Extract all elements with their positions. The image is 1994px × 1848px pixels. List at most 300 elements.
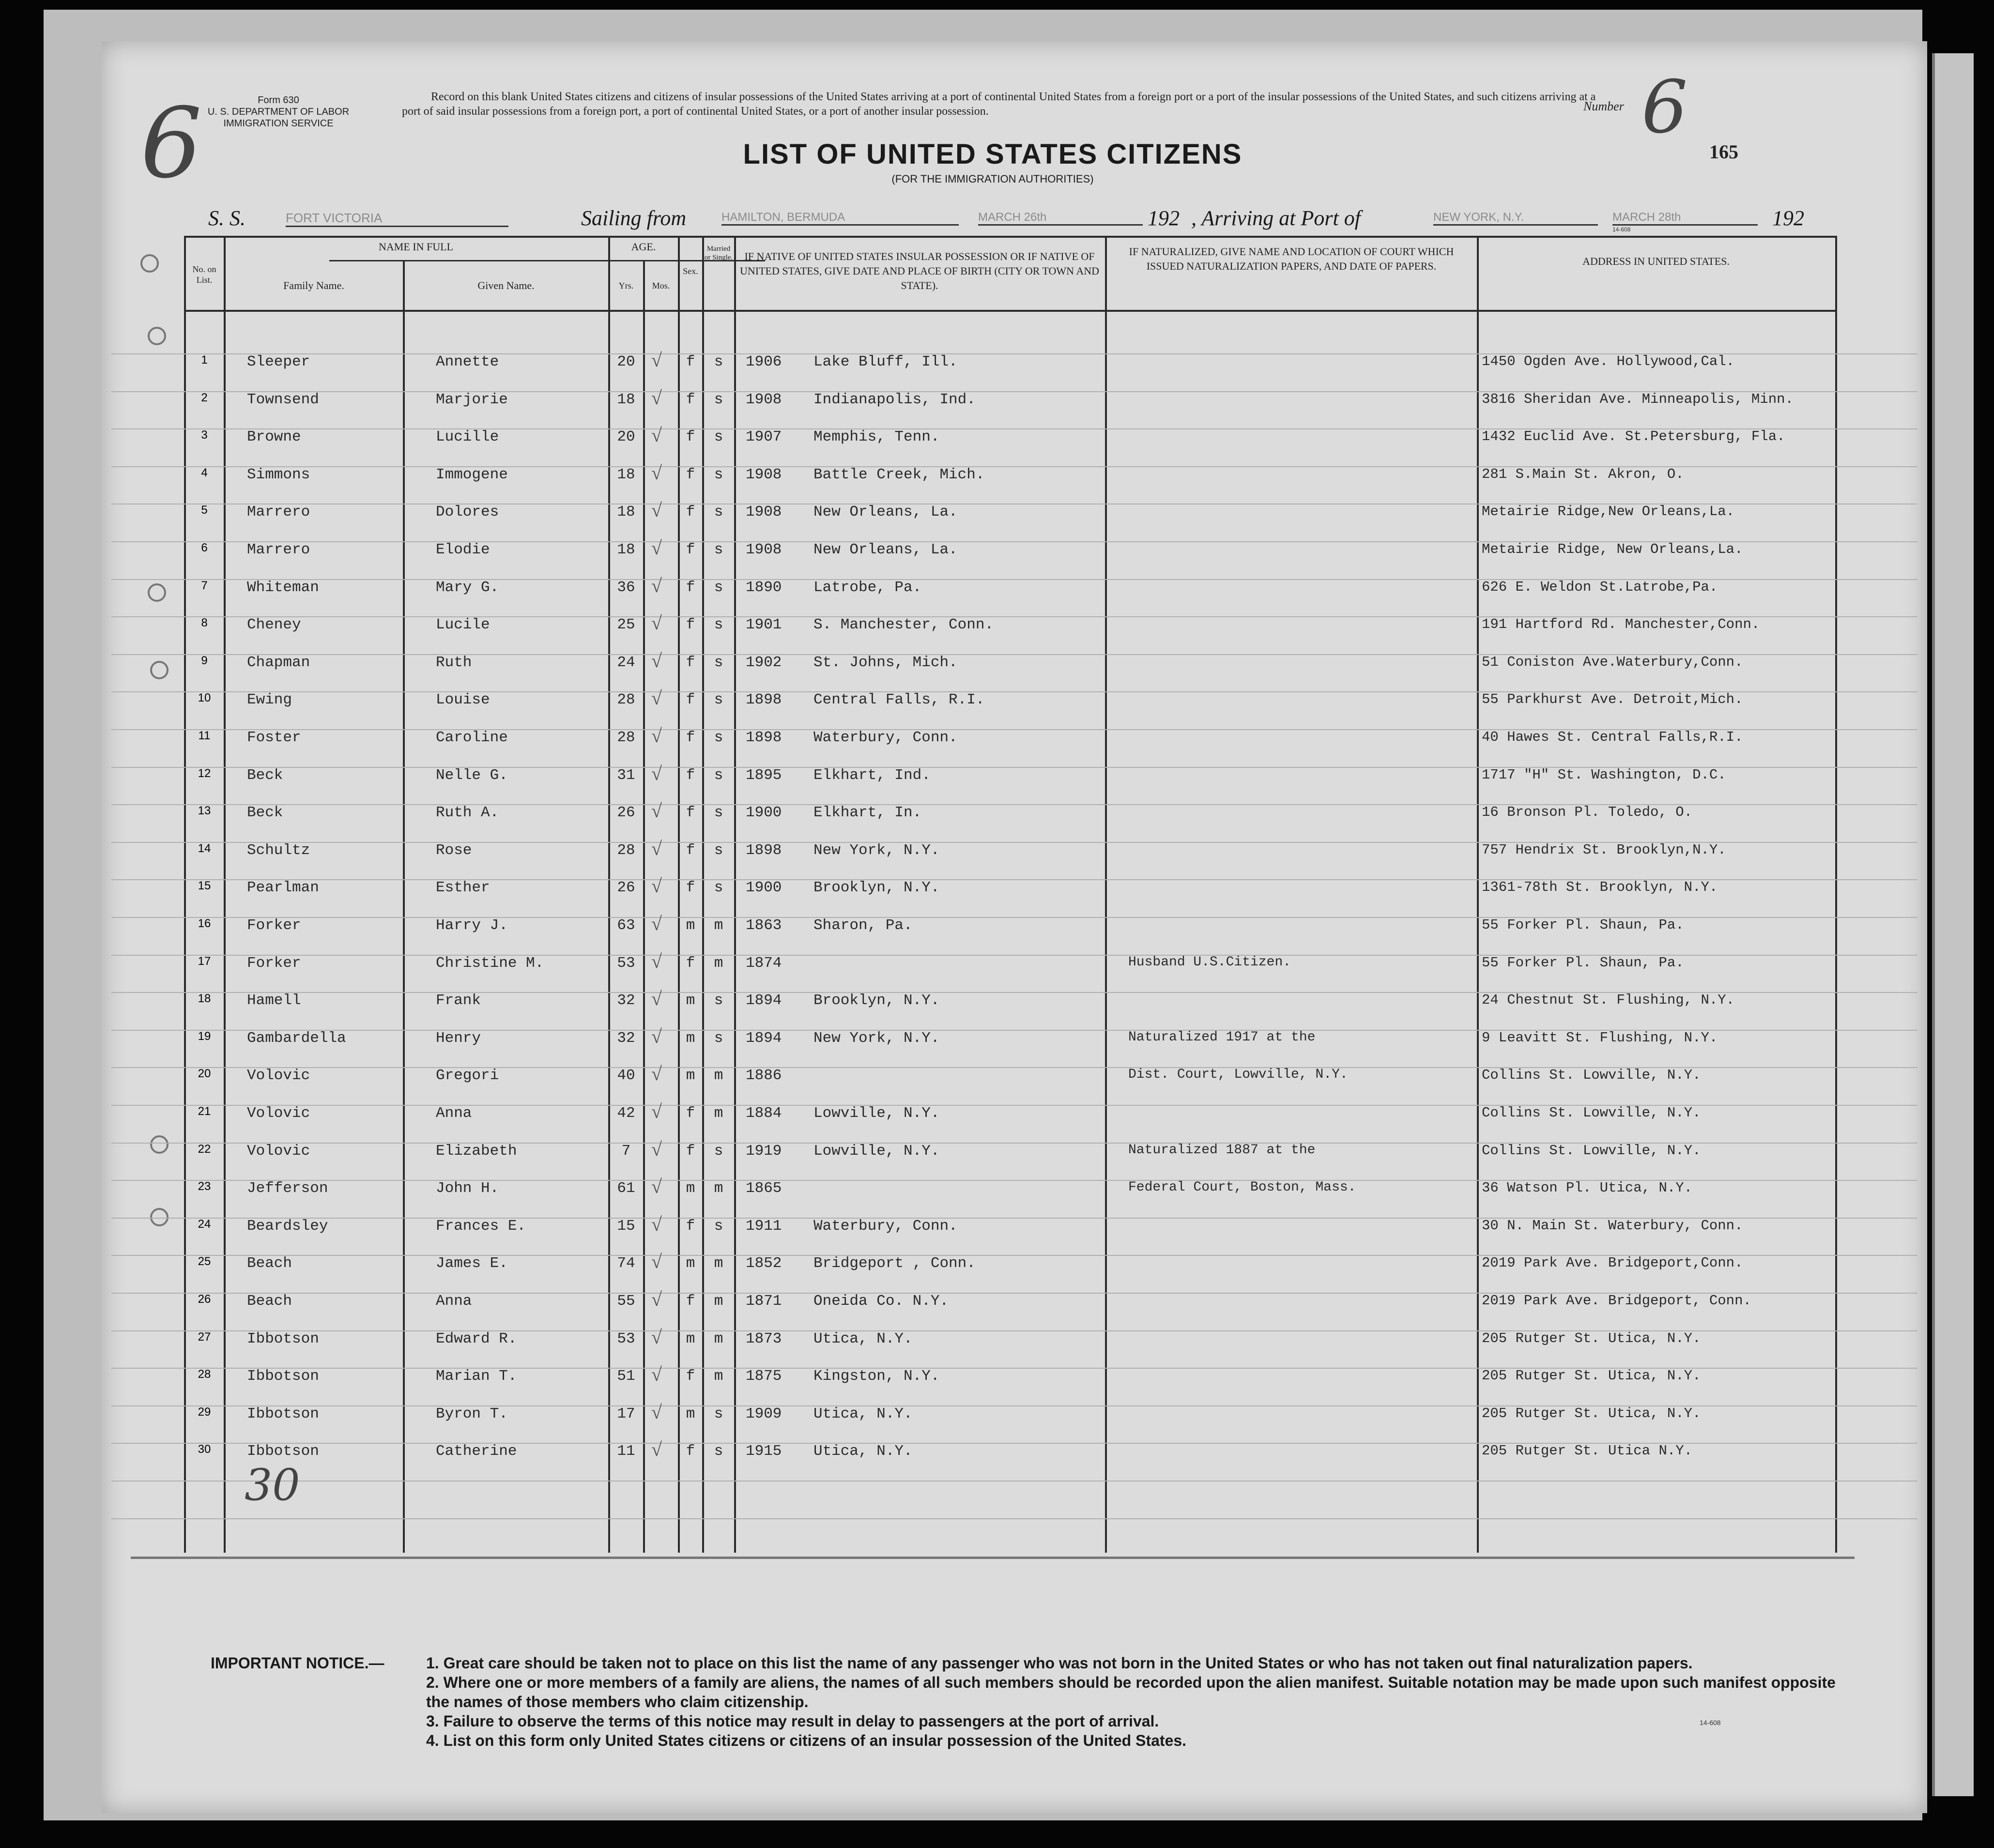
cell-birth-place: Waterbury, Conn. (813, 1217, 958, 1235)
cell-birth-place: Brooklyn, N.Y. (813, 879, 940, 897)
cell-address: 2019 Park Ave. Bridgeport,Conn. (1482, 1255, 1743, 1271)
cell-no: 19 (198, 1029, 211, 1043)
header-sex: Sex. (683, 266, 698, 276)
cell-given-name: John H. (436, 1180, 499, 1197)
cell-marital: s (714, 804, 723, 822)
cell-birth-place: Elkhart, In. (813, 804, 922, 822)
cell-no: 2 (201, 391, 208, 404)
cell-address: 205 Rutger St. Utica, N.Y. (1482, 1368, 1701, 1384)
cell-given-name: Byron T. (436, 1405, 508, 1422)
cell-family-name: Simmons (247, 466, 310, 483)
cell-age: 28 (617, 729, 635, 746)
department: U. S. DEPARTMENT OF LABOR (207, 107, 350, 117)
cell-given-name: Gregori (436, 1067, 499, 1084)
cell-family-name: Ibbotson (247, 1330, 319, 1347)
cell-age: 20 (617, 353, 635, 370)
ss-label: S. S. (208, 206, 245, 230)
cell-sex: f (686, 691, 695, 709)
col-border (1477, 236, 1479, 1553)
cell-birth-year: 1900 (746, 804, 782, 822)
header-married: Married or Single. (704, 245, 733, 261)
cell-address: 2019 Park Ave. Bridgeport, Conn. (1482, 1293, 1751, 1309)
cell-address: 3816 Sheridan Ave. Minneapolis, Minn. (1482, 391, 1794, 407)
cell-family-name: Beck (247, 804, 283, 822)
cell-sex: f (686, 804, 695, 822)
cell-marital: m (714, 917, 723, 934)
cell-birth-place: Lowville, N.Y. (813, 1105, 940, 1122)
notice-item: 3. Failure to observe the terms of this notice may result in delay to passengers at the port of arrival. (426, 1712, 1159, 1730)
cell-marital: s (714, 391, 723, 408)
cell-sex: m (686, 917, 695, 934)
form-number: Form 630 (258, 95, 299, 106)
cell-birth-year: 1901 (746, 616, 782, 634)
cell-family-name: Volovic (247, 1142, 310, 1160)
check-mark-icon: √ (651, 950, 662, 972)
cell-given-name: Harry J. (436, 917, 508, 934)
cell-address: 55 Parkhurst Ave. Detroit,Mich. (1482, 691, 1743, 708)
col-border (224, 236, 226, 1553)
ruled-line (111, 1518, 1917, 1519)
cell-birth-place: Kingston, N.Y. (813, 1368, 940, 1385)
cell-given-name: Ruth A. (436, 804, 499, 822)
cell-family-name: Browne (247, 428, 301, 446)
check-mark-icon: √ (651, 1100, 662, 1122)
cell-given-name: Christine M. (436, 954, 544, 972)
cell-address: 55 Forker Pl. Shaun, Pa. (1482, 917, 1684, 933)
check-mark-icon: √ (651, 349, 662, 371)
notice-item: 4. List on this form only United States citizens or citizens of an insular possession of the United States. (426, 1732, 1187, 1749)
check-mark-icon: √ (651, 1025, 662, 1047)
cell-birth-place: Utica, N.Y. (813, 1405, 913, 1422)
cell-given-name: Elizabeth (436, 1142, 517, 1160)
header-bottom-border (184, 310, 1835, 312)
cell-given-name: Catherine (436, 1443, 517, 1460)
number-value: 6 (1641, 65, 1688, 150)
cell-no: 6 (201, 541, 208, 554)
binder-hole (140, 254, 159, 273)
cell-address: 626 E. Weldon St.Latrobe,Pa. (1482, 579, 1718, 595)
cell-family-name: Ibbotson (247, 1368, 319, 1385)
cell-naturalization: Dist. Court, Lowville, N.Y. (1128, 1067, 1348, 1083)
cell-family-name: Gambardella (247, 1029, 346, 1047)
cell-no: 13 (198, 804, 211, 818)
cell-marital: s (714, 654, 723, 671)
service: IMMIGRATION SERVICE (223, 118, 334, 129)
cell-age: 26 (617, 879, 635, 897)
cell-marital: m (714, 1293, 723, 1310)
cell-marital: s (714, 729, 723, 746)
printer-code: 14-608 (1612, 226, 1631, 233)
cell-family-name: Marrero (247, 504, 310, 521)
name-subheader-line (329, 260, 712, 261)
cell-address: 1450 Ogden Ave. Hollywood,Cal. (1482, 353, 1735, 369)
cell-family-name: Jefferson (247, 1180, 328, 1197)
cell-no: 5 (201, 504, 208, 517)
cell-family-name: Foster (247, 729, 301, 746)
cell-marital: m (714, 1255, 723, 1272)
cell-no: 30 (198, 1443, 211, 1456)
cell-naturalization: Federal Court, Boston, Mass. (1128, 1180, 1356, 1195)
cell-birth-year: 1895 (746, 766, 782, 784)
cell-no: 27 (198, 1330, 211, 1344)
cell-marital: s (714, 841, 723, 859)
cell-birth-place: Indianapolis, Ind. (813, 391, 976, 408)
cell-marital: s (714, 1443, 723, 1460)
header-given-name: Given Name. (477, 279, 535, 291)
header-no: No. on List. (192, 264, 216, 285)
cell-age: 20 (617, 428, 635, 446)
cell-address: Collins St. Lowville, N.Y. (1482, 1105, 1701, 1121)
check-mark-icon: √ (651, 574, 662, 596)
cell-given-name: Ruth (436, 654, 472, 671)
notice-heading: IMPORTANT NOTICE.— (211, 1654, 384, 1672)
cell-age: 28 (617, 841, 635, 859)
cell-address: Collins St. Lowville, N.Y. (1482, 1142, 1701, 1159)
check-mark-icon: √ (651, 1176, 662, 1198)
cell-family-name: Ibbotson (247, 1443, 319, 1460)
cell-sex: f (686, 766, 695, 784)
check-mark-icon: √ (651, 1063, 662, 1085)
cell-given-name: Mary G. (436, 579, 499, 596)
cell-birth-year: 1865 (746, 1180, 782, 1197)
ship-name: FORT VICTORIA (286, 211, 508, 227)
cell-family-name: Beach (247, 1293, 292, 1310)
cell-family-name: Forker (247, 917, 301, 934)
cell-birth-place: New York, N.Y. (813, 841, 940, 859)
cell-marital: s (714, 616, 723, 634)
cell-birth-year: 1911 (746, 1217, 782, 1235)
cell-given-name: Henry (436, 1029, 481, 1047)
cell-marital: s (714, 1217, 723, 1235)
cell-family-name: Marrero (247, 541, 310, 558)
col-border (1835, 236, 1837, 1553)
cell-no: 17 (198, 954, 211, 968)
arrival-date: MARCH 28th (1612, 211, 1758, 226)
cell-given-name: Marian T. (436, 1368, 517, 1385)
cell-birth-place: Elkhart, Ind. (813, 766, 931, 784)
cell-birth-year: 1894 (746, 992, 782, 1009)
cell-age: 31 (617, 766, 635, 784)
cell-sex: f (686, 879, 695, 897)
cell-birth-place: Latrobe, Pa. (813, 579, 922, 596)
cell-birth-year: 1890 (746, 579, 782, 596)
cell-birth-place: New Orleans, La. (813, 541, 958, 558)
check-mark-icon: √ (651, 1438, 662, 1461)
cell-no: 24 (198, 1217, 211, 1231)
cell-address: 205 Rutger St. Utica, N.Y. (1482, 1405, 1701, 1421)
cell-birth-year: 1873 (746, 1330, 782, 1347)
cell-given-name: Dolores (436, 504, 499, 521)
cell-birth-year: 1898 (746, 841, 782, 859)
cell-no: 4 (201, 466, 208, 479)
cell-no: 8 (201, 616, 208, 630)
cell-age: 28 (617, 691, 635, 709)
cell-sex: f (686, 579, 695, 596)
col-border (734, 236, 736, 1553)
check-mark-icon: √ (651, 1401, 662, 1423)
cell-birth-year: 1919 (746, 1142, 782, 1160)
cell-sex: m (686, 1180, 695, 1197)
cell-birth-place: Brooklyn, N.Y. (813, 992, 940, 1009)
cell-sex: m (686, 1405, 695, 1422)
cell-given-name: Lucile (436, 616, 490, 634)
cell-sex: f (686, 654, 695, 671)
cell-marital: s (714, 466, 723, 483)
cell-marital: s (714, 992, 723, 1009)
check-mark-icon: √ (651, 649, 662, 672)
check-mark-icon: √ (651, 1326, 662, 1348)
cell-age: 74 (617, 1255, 635, 1272)
cell-sex: m (686, 1029, 695, 1047)
check-mark-icon: √ (651, 537, 662, 559)
cell-birth-place: S. Manchester, Conn. (813, 616, 994, 634)
cell-no: 16 (198, 917, 211, 930)
cell-birth-year: 1875 (746, 1368, 782, 1385)
cell-given-name: Annette (436, 353, 499, 370)
cell-family-name: Beck (247, 766, 283, 784)
voyage-line (208, 206, 1855, 235)
cell-birth-year: 1884 (746, 1105, 782, 1122)
cell-birth-place: New York, N.Y. (813, 1029, 940, 1047)
cell-age: 40 (617, 1067, 635, 1084)
cell-sex: f (686, 1142, 695, 1160)
cell-age: 53 (617, 954, 635, 972)
cell-birth-place: Waterbury, Conn. (813, 729, 958, 746)
cell-family-name: Chapman (247, 654, 310, 671)
cell-marital: m (714, 1067, 723, 1084)
cell-sex: f (686, 541, 695, 558)
check-mark-icon: √ (651, 424, 662, 446)
cell-birth-year: 1915 (746, 1443, 782, 1460)
cell-given-name: James E. (436, 1255, 508, 1272)
cell-age: 36 (617, 579, 635, 596)
cell-no: 21 (198, 1105, 211, 1118)
cell-birth-year: 1863 (746, 917, 782, 934)
cell-age: 17 (617, 1405, 635, 1422)
header-age: AGE. (631, 241, 656, 253)
notice-code: 14-608 (1700, 1719, 1721, 1726)
cell-family-name: Hamell (247, 992, 301, 1009)
cell-marital: s (714, 1405, 723, 1422)
cell-given-name: Anna (436, 1293, 472, 1310)
check-mark-icon: √ (651, 988, 662, 1010)
binder-hole (150, 661, 169, 679)
cell-given-name: Frank (436, 992, 481, 1009)
cell-naturalization: Husband U.S.Citizen. (1128, 954, 1291, 970)
cell-given-name: Marjorie (436, 391, 508, 408)
cell-naturalization: Naturalized 1887 at the (1128, 1142, 1316, 1158)
page-subtitle: (FOR THE IMMIGRATION AUTHORITIES) (891, 173, 1094, 185)
cell-birth-year: 1871 (746, 1293, 782, 1310)
cell-no: 28 (198, 1368, 211, 1381)
cell-family-name: Cheney (247, 616, 301, 634)
cell-age: 7 (621, 1142, 631, 1160)
cell-birth-place: Lake Bluff, Ill. (813, 353, 958, 370)
cell-address: 40 Hawes St. Central Falls,R.I. (1482, 729, 1743, 745)
cell-birth-place: Lowville, N.Y. (813, 1142, 940, 1160)
header-family-name: Family Name. (283, 279, 344, 291)
cell-family-name: Ibbotson (247, 1405, 319, 1422)
cell-age: 18 (617, 466, 635, 483)
check-mark-icon: √ (651, 1213, 662, 1235)
cell-age: 51 (617, 1368, 635, 1385)
cell-family-name: Ewing (247, 691, 292, 709)
cell-birth-place: Utica, N.Y. (813, 1443, 913, 1460)
cell-family-name: Volovic (247, 1067, 310, 1084)
cell-no: 3 (201, 428, 208, 442)
cell-naturalization: Naturalized 1917 at the (1128, 1029, 1316, 1045)
cell-birth-year: 1898 (746, 691, 782, 709)
cell-sex: f (686, 954, 695, 972)
cell-age: 18 (617, 391, 635, 408)
cell-marital: s (714, 504, 723, 521)
cell-address: 30 N. Main St. Waterbury, Conn. (1482, 1217, 1743, 1234)
margin-handwritten-number: 6 (140, 87, 202, 200)
cell-family-name: Townsend (247, 391, 319, 408)
cell-address: 281 S.Main St. Akron, O. (1482, 466, 1684, 482)
cell-marital: s (714, 541, 723, 558)
sailing-label: Sailing from (581, 206, 687, 230)
cell-family-name: Schultz (247, 841, 310, 859)
cell-no: 10 (198, 691, 211, 705)
cell-age: 11 (617, 1443, 635, 1460)
cell-address: Metairie Ridge,New Orleans,La. (1482, 504, 1735, 520)
check-mark-icon: √ (651, 1251, 662, 1273)
cell-age: 24 (617, 654, 635, 671)
cell-family-name: Pearlman (247, 879, 319, 897)
cell-age: 61 (617, 1180, 635, 1197)
cell-given-name: Immogene (436, 466, 508, 483)
number-label: Number (1583, 99, 1624, 113)
cell-marital: s (714, 1142, 723, 1160)
header-birth: IF NATIVE OF UNITED STATES INSULAR POSSESSION OR IF NATIVE OF UNITED STATES, GIVE DATE AND PLACE OF BIRTH (CITY OR TOWN AND STATE). (739, 250, 1100, 291)
cell-no: 22 (198, 1142, 211, 1156)
cell-no: 25 (198, 1255, 211, 1268)
cell-birth-place: Battle Creek, Mich. (813, 466, 985, 483)
manifest-page (102, 41, 1927, 1813)
cell-address: 24 Chestnut St. Flushing, N.Y. (1482, 992, 1735, 1008)
cell-address: 16 Bronson Pl. Toledo, O. (1482, 804, 1693, 821)
cell-address: 205 Rutger St. Utica N.Y. (1482, 1443, 1693, 1459)
departure-year: 192 (1148, 206, 1180, 230)
cell-address: 55 Forker Pl. Shaun, Pa. (1482, 954, 1684, 971)
cell-age: 26 (617, 804, 635, 822)
cell-sex: f (686, 1105, 695, 1122)
cell-marital: m (714, 1330, 723, 1347)
cell-age: 15 (617, 1217, 635, 1235)
arrival-year: 192 (1772, 206, 1804, 230)
cell-birth-year: 1874 (746, 954, 782, 972)
cell-address: 757 Hendrix St. Brooklyn,N.Y. (1482, 841, 1726, 858)
adjacent-page-edge (1932, 53, 1974, 1796)
cell-address: 1717 "H" St. Washington, D.C. (1482, 766, 1726, 783)
cell-birth-year: 1908 (746, 466, 782, 483)
cell-age: 18 (617, 541, 635, 558)
notice-item: 2. Where one or more members of a family are aliens, the names of all such members should be recorded upon the alien manifest. Suitable notation may be made upon such manifest opposite the names of those members who claim citizenship. (426, 1674, 1836, 1711)
col-border (403, 260, 405, 1553)
cell-given-name: Frances E. (436, 1217, 526, 1235)
cell-age: 63 (617, 917, 635, 934)
page-number: 165 (1709, 141, 1738, 163)
cell-sex: f (686, 1368, 695, 1385)
binder-hole (148, 327, 166, 345)
instructions: Record on this blank United States citizens and citizens of insular possessions of the United States arriving at a port of continental United States from a foreign port or a port of the insular possessions of the United States, and such citizens arriving at a port of said insular possessions from a foreign port, a port of continental United States, or a port of another insular possession. (402, 91, 1596, 118)
cell-family-name: Volovic (247, 1105, 310, 1122)
cell-address: 36 Watson Pl. Utica, N.Y. (1482, 1180, 1693, 1196)
cell-sex: f (686, 616, 695, 634)
cell-birth-place: New Orleans, La. (813, 504, 958, 521)
cell-family-name: Sleeper (247, 353, 310, 370)
cell-sex: m (686, 1255, 695, 1272)
cell-sex: f (686, 353, 695, 370)
cell-no: 20 (198, 1067, 211, 1081)
cell-marital: s (714, 879, 723, 897)
cell-address: 205 Rutger St. Utica, N.Y. (1482, 1330, 1701, 1346)
cell-sex: f (686, 504, 695, 521)
cell-address: 1361-78th St. Brooklyn, N.Y. (1482, 879, 1718, 896)
cell-no: 1 (201, 353, 208, 367)
cell-birth-place: Utica, N.Y. (813, 1330, 913, 1347)
table-bottom-border (131, 1557, 1855, 1559)
cell-age: 18 (617, 504, 635, 521)
cell-birth-place: Sharon, Pa. (813, 917, 913, 934)
cell-sex: f (686, 1293, 695, 1310)
cell-age: 25 (617, 616, 635, 634)
cell-no: 12 (198, 766, 211, 780)
cell-no: 7 (201, 579, 208, 592)
cell-address: 51 Coniston Ave.Waterbury,Conn. (1482, 654, 1743, 670)
check-mark-icon: √ (651, 762, 662, 784)
cell-marital: s (714, 766, 723, 784)
cell-marital: s (714, 428, 723, 446)
handwritten-total: 30 (245, 1460, 300, 1511)
check-mark-icon: √ (651, 800, 662, 822)
cell-marital: s (714, 579, 723, 596)
cell-no: 29 (198, 1405, 211, 1419)
cell-sex: f (686, 729, 695, 746)
check-mark-icon: √ (651, 687, 662, 709)
cell-sex: f (686, 1217, 695, 1235)
cell-address: Metairie Ridge, New Orleans,La. (1482, 541, 1743, 557)
check-mark-icon: √ (651, 386, 662, 409)
cell-address: 1432 Euclid Ave. St.Petersburg, Fla. (1482, 428, 1785, 445)
cell-birth-place: Bridgeport , Conn. (813, 1255, 976, 1272)
cell-birth-year: 1907 (746, 428, 782, 446)
check-mark-icon: √ (651, 461, 662, 484)
cell-address: 191 Hartford Rd. Manchester,Conn. (1482, 616, 1760, 633)
arrival-port: NEW YORK, N.Y. (1433, 211, 1598, 226)
cell-age: 55 (617, 1293, 635, 1310)
cell-age: 53 (617, 1330, 635, 1347)
cell-marital: m (714, 1180, 723, 1197)
cell-no: 18 (198, 992, 211, 1006)
cell-sex: m (686, 992, 695, 1009)
table-top-border (184, 236, 1835, 238)
cell-family-name: Beach (247, 1255, 292, 1272)
cell-given-name: Lucille (436, 428, 499, 446)
departure-port: HAMILTON, BERMUDA (721, 211, 959, 226)
header-naturalized: IF NATURALIZED, GIVE NAME AND LOCATION OF COURT WHICH ISSUED NATURALIZATION PAPERS, AND DATE OF PAPERS. (1129, 245, 1454, 272)
binder-hole (150, 1135, 169, 1154)
cell-given-name: Rose (436, 841, 472, 859)
cell-birth-place: Memphis, Tenn. (813, 428, 940, 446)
page-title: LIST OF UNITED STATES CITIZENS (743, 138, 1242, 170)
cell-given-name: Anna (436, 1105, 472, 1122)
cell-no: 26 (198, 1293, 211, 1306)
cell-given-name: Louise (436, 691, 490, 709)
cell-marital: s (714, 353, 723, 370)
cell-birth-year: 1908 (746, 541, 782, 558)
